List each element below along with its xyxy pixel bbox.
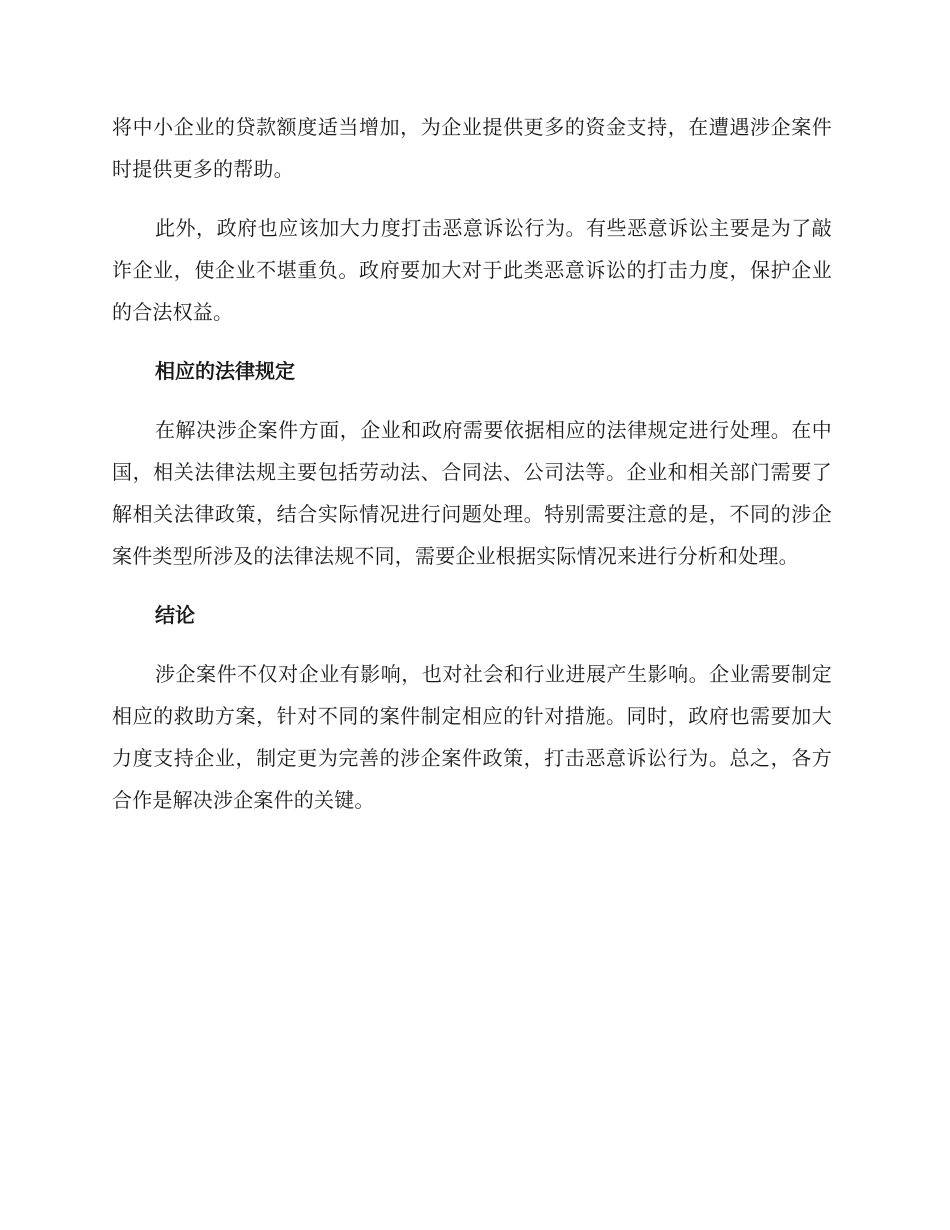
document-page xyxy=(112,106,832,838)
section-heading-law: 相应的法律规定 xyxy=(155,359,295,383)
paragraph-malicious-litigation: 此外，政府也应该加大力度打击恶意诉讼行为。有些恶意诉讼主要是为了敲诈企业，使企业不堪重负。政府要加大对于此类恶意诉讼的打击力度，保护企业的合法权益。 xyxy=(112,216,832,324)
paragraph-conclusion: 涉企案件不仅对企业有影响，也对社会和行业进展产生影响。企业需要制定相应的救助方案，针对不同的案件制定相应的针对措施。同时，政府也需要加大力度支持企业，制定更为完善的涉企案件政策，打击恶意诉讼行为。总之，各方合作是解决涉企案件的关键。 xyxy=(112,662,832,812)
paragraph-law: 在解决涉企案件方面，企业和政府需要依据相应的法律规定进行处理。在中国，相关法律法规主要包括劳动法、合同法、公司法等。企业和相关部门需要了解相关法律政策，结合实际情况进行问题处理。特别需要注意的是，不同的涉企案件类型所涉及的法律法规不同，需要企业根据实际情况来进行分析和处理。 xyxy=(112,418,832,568)
section-heading-conclusion: 结论 xyxy=(155,603,195,627)
paragraph-loan-support: 将中小企业的贷款额度适当增加，为企业提供更多的资金支持，在遭遇涉企案件时提供更多的帮助。 xyxy=(112,115,832,181)
